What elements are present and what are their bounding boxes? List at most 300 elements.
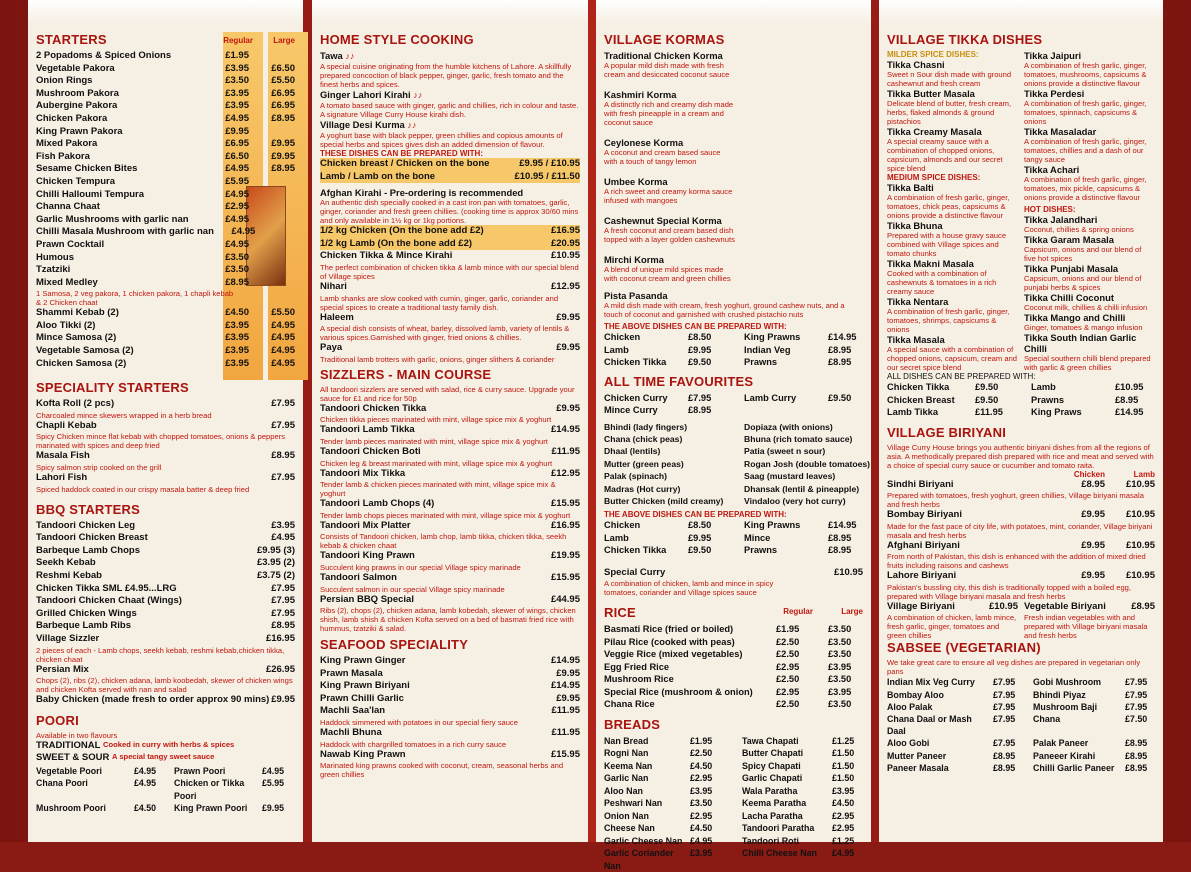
- item-price: £9.50: [975, 382, 999, 392]
- item-name: Spicy Chapati: [742, 760, 801, 771]
- item-price: £4.95: [271, 345, 295, 357]
- menu-item: [320, 424, 580, 437]
- bbq-list: [36, 520, 295, 646]
- item-name: King Prawns: [744, 520, 801, 531]
- item-description: A special creamy sauce with a combination of chopped onions, capsicum, almonds and our secret spice blend: [887, 137, 1003, 173]
- item-name: Prawns: [744, 357, 778, 367]
- item-name: Palak Paneer: [1033, 738, 1089, 749]
- item-description: A combination of fresh garlic, ginger, tomatoes, mix pickle, capsicums & onions provide a distinctive flavour: [1024, 175, 1147, 202]
- item-description: Ginger, tomatoes & mango infusion: [1024, 323, 1143, 332]
- item-price: £4.95: [832, 848, 855, 859]
- special-curry-description: A combination of chicken, lamb and mince in spicy tomatoes, coriander and Village spices sauce: [604, 579, 774, 598]
- item-price: £7.95: [1125, 701, 1148, 712]
- item-name: Chana Poori: [36, 778, 88, 789]
- item-name: Grilled Chicken Wings: [36, 607, 137, 619]
- item-name: Lacha Paratha: [742, 810, 803, 821]
- item-description: Coconut, chillies & spring onions: [1024, 225, 1134, 234]
- favourites-prices: [604, 392, 863, 417]
- curry-style: Bhuna (rich tomato sauce): [744, 433, 853, 444]
- item-price: £2.50: [776, 674, 800, 685]
- item-name: Indian Mix Veg Curry: [887, 677, 975, 688]
- item-price: £9.50: [688, 545, 712, 556]
- item-name: Chilli Garlic Paneer: [1033, 762, 1115, 773]
- item-price: £5.50: [271, 307, 295, 319]
- item-price: £3.95: [832, 785, 855, 796]
- tikka-left-list: [887, 59, 1018, 372]
- item-name: Nawab King Prawn: [320, 748, 406, 760]
- favourites-style-prices: [604, 519, 863, 557]
- curry-style: Madras (Hot curry): [604, 483, 681, 494]
- item-price: £3.95: [690, 785, 713, 796]
- item-description: A combination of fresh garlic, ginger, tomatoes, shrimps, capsicums & onions: [887, 307, 1010, 334]
- item-name: Prawn Cocktail: [36, 238, 105, 250]
- item-price: [249, 277, 295, 290]
- item-name: Aubergine Pakora: [36, 100, 118, 112]
- menu-item: [36, 138, 295, 151]
- item-name: Fish Pakora: [36, 150, 90, 162]
- item-description: Marinated king prawns cooked with coconut, cream, seasonal herbs and green chillies: [320, 761, 564, 780]
- item-name: Tikka Chilli Coconut: [1024, 292, 1114, 303]
- starters-title: STARTERS: [36, 32, 107, 47]
- half-kg-prices: [320, 225, 580, 250]
- chicken-header: Chicken: [1073, 469, 1105, 479]
- item-description: Ribs (2), chops (2), chicken adana, lamb kobedah, skewer of wings, chicken shish, lamb shish & chicken Kofta served on a bed of basmati fried rice with hummus, tzatziki & salad.: [320, 606, 576, 634]
- item-price: £8.95: [688, 405, 712, 415]
- item-price: £15.95: [550, 748, 580, 760]
- item-price: £8.95: [828, 357, 852, 367]
- item-name: Peshwari Nan: [604, 798, 663, 809]
- item-name: Machli Bhuna: [320, 727, 382, 739]
- item-description: The perfect combination of chicken tikka & lamb mince with our special blend of Village spices: [320, 262, 579, 281]
- item-description: Prepared with tomatoes, fresh yoghurt, green chillies, Village biriyani masala and fresh herbs: [887, 491, 1144, 510]
- item-description: Tender lamb pieces marinated with mint, village spice mix & yoghurt: [320, 436, 548, 446]
- item-name: Cashewnut Special Korma: [604, 215, 722, 226]
- menu-item: [320, 281, 580, 294]
- item-name: 1/2 kg Chicken (On the bone add £2): [320, 225, 484, 237]
- item-name: Tikka Masala: [887, 334, 945, 345]
- item-price: £1.95: [690, 735, 713, 746]
- item-name: Chicken Tempura: [36, 175, 116, 187]
- item-description: Succulent salmon in our special Village spicy marinade: [320, 584, 505, 594]
- item-price: £10.95: [550, 250, 580, 262]
- menu-item: [320, 550, 580, 563]
- menu-item: [36, 126, 295, 139]
- item-price: £3.50: [225, 264, 249, 276]
- item-description: Tender lamb & chicken pieces marinated with mint, village spice mix & yoghurt: [320, 480, 556, 499]
- menu-item: [36, 420, 295, 433]
- menu-item: [320, 655, 580, 668]
- korma-prices: [604, 331, 863, 369]
- item-price: £6.50: [225, 150, 249, 162]
- item-name: Chicken Curry: [604, 392, 668, 403]
- item-description: Capsicum, onions and our blend of punjabi herbs & spices: [1024, 274, 1142, 292]
- item-name: Chana Rice: [604, 699, 655, 710]
- item-name: King Prawn Ginger: [320, 655, 406, 667]
- item-description: Sweet n Sour dish made with ground cashewnut and fresh cream: [887, 70, 1012, 88]
- menu-item: [36, 472, 295, 485]
- item-price: £7.95: [993, 738, 1016, 749]
- menu-item: [36, 608, 295, 621]
- curry-style: Chana (chick peas): [604, 433, 683, 444]
- menu-item: [320, 498, 580, 511]
- menu-item: [36, 100, 295, 113]
- seafood-list-2: [320, 705, 580, 779]
- item-name: King Prawn Biriyani: [320, 680, 410, 692]
- tikka-prepared-label: ALL DISHES CAN BE PREPARED WITH:: [887, 372, 1036, 381]
- item-name: Mushroom Rice: [604, 674, 674, 685]
- starters-list-2: [36, 307, 295, 370]
- item-price: [828, 404, 878, 417]
- item-price: £6.95: [271, 87, 295, 99]
- vegetable-biriyani-price: £8.95: [1131, 600, 1155, 612]
- menu-item: [320, 312, 580, 325]
- item-price: £3.50: [828, 649, 852, 660]
- item-description: Succulent king prawns in our special Village spicy marinade: [320, 562, 521, 572]
- korma-item: [604, 89, 736, 127]
- item-price: £2.95: [690, 773, 713, 784]
- item-price: £3.95: [225, 332, 249, 344]
- poori-title: POORI: [36, 712, 79, 728]
- item-price: £8.95: [1125, 762, 1148, 773]
- item-price: £44.95: [550, 593, 580, 605]
- item-name: Prawn Chilli Garlic: [320, 692, 404, 704]
- kormas-title: VILLAGE KORMAS: [604, 32, 725, 47]
- item-name: Tikka South Indian Garlic Chilli: [1024, 332, 1137, 354]
- item-price: £4.95: [225, 112, 249, 124]
- item-price: £2.50: [776, 649, 800, 660]
- item-name: Indian Veg: [744, 344, 791, 355]
- item-price: £3.95: [225, 62, 249, 74]
- menu-item: [320, 225, 580, 238]
- afghan-kirahi-description: An authentic dish specially cooked in a cast iron pan with tomatoes, garlic, ginger, coriander and fresh green chillies. (cooking time is approx 30/60 mins and only available in 1½ kg or 1kg portions.: [320, 198, 579, 226]
- item-name: Bhindi Piyaz: [1033, 689, 1086, 700]
- menu-item: [36, 398, 295, 411]
- menu-item: [36, 264, 295, 277]
- curry-style: Vindaloo (very hot curry): [744, 495, 846, 506]
- breads-title: BREADS: [604, 716, 661, 732]
- item-price: £4.50: [832, 798, 855, 809]
- item-price: £8.95: [828, 532, 852, 543]
- item-name: Humous: [36, 251, 74, 263]
- tikka-prices: [887, 381, 1155, 419]
- item-price: £10.95: [1125, 509, 1155, 521]
- item-name: Tikka Butter Masala: [887, 88, 975, 99]
- panel-tikka: [879, 0, 1163, 842]
- item-description: Lamb shanks are slow cooked with cumin, ginger, garlic, coriander and special spices to create a traditional tasty family dish.: [320, 293, 559, 312]
- item-price: £1.50: [832, 760, 855, 771]
- item-name: Tikka Masaladar: [1024, 126, 1097, 137]
- item-name: Lamb: [604, 532, 629, 543]
- item-description: Consists of Tandoori chicken, lamb chop, lamb tikka, chicken tikka, seekh kebab & chicken chaat: [320, 532, 567, 551]
- menu-item: [320, 727, 580, 740]
- rice-regular-header: Regular: [783, 607, 813, 617]
- item-name: Basmati Rice (fried or boiled): [604, 624, 734, 635]
- menu-item: [36, 75, 295, 88]
- item-price: £4.95: [690, 835, 713, 846]
- item-price: £4.95: [231, 226, 256, 238]
- item-price: £3.50: [690, 798, 713, 809]
- item-name: Lamb Tikka: [887, 407, 938, 417]
- item-price: £10.95 / £11.50: [514, 170, 580, 182]
- menu-item: [36, 50, 295, 63]
- tikka-hot-list: [1024, 214, 1155, 372]
- item-name: Lamb / Lamb on the bone: [320, 170, 436, 182]
- item-name: Vegetable Poori: [36, 765, 102, 776]
- item-name: Mirchi Korma: [604, 254, 664, 265]
- item-description: Tender lamb chops pieces marinated with mint, village spice mix & yoghurt: [320, 510, 571, 520]
- item-price: £9.95 (3): [256, 544, 295, 556]
- item-price: £7.95: [271, 419, 295, 431]
- item-price: £8.95: [271, 112, 295, 124]
- poori-traditional-desc: Cooked in curry with herbs & spices: [103, 739, 235, 749]
- item-price: £15.95: [550, 498, 580, 510]
- item-name: Lamb Curry: [744, 392, 797, 403]
- item-description: A fresh coconut and cream based dish topped with a layer golden cashewnuts: [604, 226, 735, 244]
- item-price: £11.95: [551, 705, 580, 717]
- item-name: Aloo Tikki (2): [36, 319, 96, 331]
- sizzlers-list: [320, 403, 580, 633]
- item-price: £2.95: [225, 201, 249, 213]
- panel-starters: [28, 0, 303, 842]
- pista-pasanda-description: A mild dish made with cream, fresh yoghurt, ground cashew nuts, and a touch of coconut and garnished with crushed pistachio nuts: [604, 301, 845, 319]
- item-name: Chicken Pakora: [36, 112, 108, 124]
- curry-styles: [604, 421, 871, 508]
- item-name: Aloo Gobi: [887, 738, 930, 749]
- item-name: Vegetable Samosa (2): [36, 345, 134, 357]
- item-price: £8.95: [993, 762, 1016, 773]
- item-name: Mushroom Poori: [36, 803, 106, 814]
- item-name: Tikka Achari: [1024, 164, 1080, 175]
- menu-item: Persian Mix £26.95: [36, 663, 295, 675]
- item-price: £8.95: [993, 750, 1016, 761]
- item-price: £4.95: [271, 319, 295, 331]
- item-name: Tandoori Chicken Boti: [320, 445, 421, 457]
- medley-description: 1 Samosa, 2 veg pakora, 1 chicken pakora, 1 chapli kebab & 2 Chicken chaat: [36, 289, 234, 308]
- item-price: [249, 264, 295, 277]
- item-name: Chicken Tikka: [604, 357, 667, 367]
- menu-item: [320, 446, 580, 459]
- menu-item: [36, 252, 295, 265]
- item-price: £9.50: [828, 392, 852, 403]
- item-name: Chana: [1033, 714, 1061, 725]
- item-price: £4.95: [271, 357, 295, 369]
- item-price: £7.95: [271, 472, 295, 484]
- item-name: Tikka Chasni: [887, 59, 945, 70]
- item-description: Pakistan's bussling city, this dish is traditionally topped with a boiled egg, prepared with Village biriyani masala and fresh herbs: [887, 582, 1132, 601]
- menu-item: [36, 595, 295, 608]
- item-name: King Praws: [1031, 407, 1082, 417]
- item-name: Vegetable Pakora: [36, 62, 115, 74]
- item-price: £2.95: [776, 686, 800, 697]
- item-price: £3.75 (2): [256, 570, 295, 581]
- menu-item: [36, 307, 295, 320]
- item-name: Tandoori Chicken Breast: [36, 532, 148, 544]
- item-name: Sindhi Biriyani: [887, 478, 954, 490]
- menu-item: [36, 214, 295, 227]
- item-price: £10.95: [1115, 382, 1144, 392]
- item-name: Prawns: [744, 545, 778, 556]
- item-name: Chicken Tikka & Mince Kirahi: [320, 250, 453, 262]
- menu-item: [320, 403, 580, 416]
- item-name: Chicken Tikka: [604, 545, 667, 556]
- vegetable-biriyani-name: Vegetable Biriyani: [1024, 600, 1106, 612]
- item-description: Chicken tikka pieces marinated with mint, village spice mix & yoghurt: [320, 415, 552, 425]
- home-style-dishes: [320, 250, 580, 363]
- item-name: Chicken Samosa (2): [36, 357, 127, 369]
- lamb-header: Lamb: [1133, 469, 1155, 479]
- menu-item: [36, 189, 295, 202]
- item-name: Aloo Nan: [604, 785, 643, 796]
- item-description: Coconut milk, chillies & chilli infusion: [1024, 303, 1148, 312]
- menu-item: [320, 693, 580, 706]
- item-price: £4.95: [225, 163, 249, 175]
- menu-item: [320, 158, 580, 171]
- sizzler-description: 2 pieces of each - Lamb chops, seekh kebab, reshmi kebab,chicken tikka, chicken chaat: [36, 645, 285, 664]
- item-name: Nihari: [320, 280, 347, 292]
- prepared-with-prices: [320, 158, 580, 183]
- vegetable-biriyani-description: Fresh indian vegetables with and prepared with Village biriyani masala and fresh herbs: [1024, 613, 1148, 641]
- item-price: £3.95: [225, 357, 249, 369]
- item-name: Tikka Perdesi: [1024, 88, 1085, 99]
- item-name: Special Rice (mushroom & onion): [604, 686, 753, 697]
- menu-item: [36, 176, 295, 189]
- menu-item: [320, 749, 580, 762]
- regular-header: Regular: [223, 36, 253, 45]
- item-price: £9.95 / £10.95: [519, 158, 580, 169]
- item-price: [249, 50, 295, 63]
- item-description: A combination of fresh garlic, ginger, tomatoes, chick peas, capsicums & onions provide a distinctive flavour: [887, 193, 1010, 220]
- item-price: £3.50: [225, 75, 249, 87]
- item-price: [249, 126, 295, 139]
- poori-sweet: SWEET & SOUR: [36, 752, 110, 764]
- item-name: Kofta Roll (2 pcs): [36, 398, 115, 410]
- item-price: £7.95: [271, 398, 295, 410]
- item-price: £20.95: [550, 237, 580, 249]
- rice-large-header: Large: [841, 607, 863, 617]
- speciality-list: [36, 398, 295, 493]
- item-price: £7.95: [1125, 689, 1148, 700]
- desi-kurma-name: Village Desi Kurma: [320, 119, 405, 130]
- item-name: Seekh Kebab: [36, 557, 96, 569]
- item-name: Chicken: [604, 520, 641, 531]
- item-description: Special southern chilli blend prepared with garlic & green chillies: [1024, 354, 1151, 372]
- item-price: £9.95: [556, 692, 580, 704]
- item-price: £14.95: [1115, 407, 1144, 417]
- menu-item: Baby Chicken (made fresh to order approx 90 mins) £9.95: [36, 694, 295, 706]
- menu-item: [887, 509, 1155, 522]
- curry-style: Dopiaza (with onions): [744, 421, 833, 432]
- biriyani-intro: Village Curry House brings you authentic biriyani dishes from all the regions of asia. A methodically prepared dish prepared with rice and meat and served with a choice of special curry sauce or cucumber and tomato raita.: [887, 442, 1154, 470]
- item-name: Tikka Mango and Chilli: [1024, 312, 1126, 323]
- item-price: £3.50: [828, 624, 852, 635]
- item-price: £1.50: [832, 773, 855, 784]
- item-price: £6.95: [225, 138, 249, 150]
- item-price: £16.95: [550, 225, 580, 237]
- item-name: Keema Paratha: [742, 798, 807, 809]
- item-price: £4.95: [134, 765, 157, 776]
- menu-item: Special Curry £10.95: [604, 566, 863, 578]
- item-description: A combination of fresh garlic, ginger, tomatoes, spinnach, capsicums & onions: [1024, 99, 1147, 126]
- item-price: £9.50: [975, 394, 999, 405]
- item-price: £14.95: [550, 424, 580, 436]
- menu-item: [36, 570, 295, 583]
- item-description: Delicate blend of butter, fresh cream, herbs, flaked almonds & ground pistachios: [887, 99, 1012, 126]
- item-name: Chicken Tikka: [887, 382, 950, 392]
- favourites-prepared-label: THE ABOVE DISHES CAN BE PREPARED WITH:: [604, 510, 787, 520]
- seafood-title: SEAFOOD SPECIALITY: [320, 637, 469, 653]
- item-price: £4.95: [262, 765, 285, 776]
- korma-prepared-label: THE ABOVE DISHES CAN BE PREPARED WITH:: [604, 322, 787, 331]
- item-name: Wala Paratha: [742, 785, 798, 796]
- item-name: Lamb: [1031, 382, 1056, 392]
- item-price: £4.95: [271, 332, 295, 344]
- item-price: [255, 226, 295, 239]
- item-name: Masala Fish: [36, 450, 90, 462]
- item-price: £9.95: [1081, 570, 1105, 582]
- menu-item: [36, 545, 295, 558]
- item-name: 2 Popadoms & Spiced Onions: [36, 50, 172, 61]
- item-name: Gobi Mushroom: [1033, 677, 1102, 688]
- item-name: 1/2 kg Lamb (On the bone add £2): [320, 237, 473, 249]
- item-name: Chicken or Tikka Poori: [174, 778, 245, 801]
- menu-item: [320, 594, 580, 607]
- persian-mix-description: Chops (2), ribs (2), chicken adana, lamb koobedah, skewer of chicken wings and chicken Kofta served with nan and salad: [36, 676, 293, 695]
- item-name: Barbeque Lamb Chops: [36, 544, 140, 556]
- item-price: £9.95: [556, 311, 580, 323]
- item-price: £2.95: [832, 823, 855, 834]
- item-price: [249, 252, 295, 265]
- item-name: Chilli Cheese Nan: [742, 848, 817, 859]
- item-description: A combination of fresh garlic, ginger, tomatoes, mushrooms, capsicums & onions provide a distinctive flavour: [1024, 61, 1147, 88]
- item-price: £12.95: [550, 467, 580, 479]
- item-name: Rogni Nan: [604, 748, 649, 759]
- item-price: £7.95: [993, 689, 1016, 700]
- home-style-title: HOME STYLE COOKING: [320, 32, 474, 47]
- item-price: £4.50: [690, 760, 713, 771]
- item-name: Tandoori Roti: [742, 835, 800, 846]
- menu-item: [36, 277, 295, 290]
- item-name: Tikka Creamy Masala: [887, 126, 982, 137]
- menu-item: [887, 570, 1155, 583]
- ginger-lahori-description: A tomato based sauce with ginger, garlic and chillies, rich in colour and taste. A signature Village Curry House kirahi dish.: [320, 101, 579, 119]
- panel-home-style: HOME STYLE COOKING Tawa ♪♪ A special cuisine originating from the humble kitchens of Lahore. A skillfully prepared concoction of black pepper, ginger, garlic, fresh tomato and the finest herbs and spices. Ginger Lahori Kirahi ♪♪ A tomato based sauce with ginger, garlic and chillies, rich in colour and taste. A signature Village Curry House kirahi dish. Village Desi Kurma ♪♪ A yoghurt base with black pepper, green chillies and copious amounts of special herbs and spices gives dish an added dimension of flavour. THESE DISHES CAN BE PREPARED WITH: Chicken breast / Chicken on the bone £9.95 / £10.95 Lamb / Lamb on the bone £10.95 / £11.50 Afghan Kirahi - Pre-ordering is recommended An authentic dish specially cooked in a cast iron pan with tomatoes, garlic, ginger, coriander and fresh green chillies. (cooking time is approx 30/60 mins and only available in 1½ kg or 1kg portions. 1/2 kg Chicken (On the bone add £2) £16.95 1/2 kg Lamb (On the bone add £2) £20.95 Chicken Tikka & Mince Kirahi £10.95 The perfect combination of chicken tikka & lamb mince with our special blend of Village spices Nihari £12.95 Lamb shanks are slow cooked with cumin, ginger, garlic, coriander and special spices to create a traditional tasty family dish. Haleem £9.95 A special dish consists of wheat, barley, dissolved lamb, variety of lentils & various spices.Garnished with ginger, fried onions & chillies. Paya £9.95 Traditional lamb trotters with garlic, onions, ginger slithers & coriander SIZZLERS - MAIN COURSE All tandoori sizzlers are served with salad, rice & curry sauce. Upgrade your sauce for £1 and rice for 50p Tandoori Chicken Tikka £9.95 Chicken tikka pieces marinated with mint, village spice mix & yoghurt Tandoori Lamb Tikka £14.95 Tender lamb pieces marinated with mint, village spice mix & yoghurt Tandoori Chicken Boti £11.95 Chicken leg & breast marinated with mint, village spice mix & yoghurt Tandoori Mix Tikka £12.95 Tender lamb & chicken pieces marinated with mint, village spice mix & yoghurt Tandoori Lamb Chops (4) £15.95 Tender lamb chops pieces marinated with mint, village spice mix & yoghurt Tandoori Mix Platter £16.95 Consists of Tandoori chicken, lamb chop, lamb tikka, chicken tikka, seekh kebab & chicken chaat Tandoori King Prawn £19.95 Succulent king prawns in our special Village spicy marinade Tandoori Salmon £15.95 Succulent salmon in our special Village spicy marinade Persian BBQ Special £44.95 Ribs (2), chops (2), chicken adana, lamb kobedah, skewer of wings, chicken shish, lamb shish & chicken Kofta served on a bed of basmati fried rice with hummus, tzatziki & salad. SEAFOOD SPECIALITY King Prawn Ginger £14.95 Prawn Masala £9.95 King Prawn Biriyani £14.95 Prawn Chilli Garlic £9.95 Machli Saa'lan £11.95 Haddock simmered with potatoes in our special fiery sauce Machli Bhuna £11.95 Haddock with chargrilled tomatoes in a rich curry sauce Nawab King Prawn £15.95 Marinated king prawns cooked with coconut, cream, seasonal herbs and green chillies: [312, 0, 588, 842]
- item-description: A distinctly rich and creamy dish made with fresh pineapple in a cream and coconut sauce: [604, 100, 734, 127]
- item-price: £3.95: [690, 848, 713, 859]
- tikka-title: VILLAGE TIKKA DISHES: [887, 32, 1043, 47]
- curry-style: Dhansak (lentil & pineapple): [744, 483, 860, 494]
- village-biriyani-name: Village Biriyani: [887, 600, 955, 612]
- item-name: Prawns: [1031, 394, 1065, 405]
- item-price: [249, 201, 295, 214]
- item-name: Garlic Mushrooms with garlic nan: [36, 213, 189, 225]
- item-name: Tawa Chapati: [742, 735, 799, 746]
- item-name: Chicken Tikka SML £4.95...LRG: [36, 582, 177, 594]
- korma-item: [604, 176, 736, 205]
- starters-list: [36, 50, 295, 289]
- item-price: £9.95: [556, 402, 580, 414]
- item-description: From north of Pakistan, this dish is enhanced with the addition of mixed dried fruits including raisons and cashews: [887, 552, 1146, 571]
- menu-item: [887, 479, 1155, 492]
- item-name: Pilau Rice (cooked with peas): [604, 636, 735, 647]
- item-price: £7.50: [1125, 714, 1148, 725]
- item-name: Bombay Aloo: [887, 689, 944, 700]
- menu-item: [320, 171, 580, 184]
- item-name: Prawn Masala: [320, 667, 383, 679]
- item-name: Lamb: [604, 344, 629, 355]
- curry-style: Rogan Josh (double tomatoes): [744, 458, 871, 469]
- item-name: Tikka Bhuna: [887, 220, 943, 231]
- item-description: Spiced haddock coated in our crispy masala batter & deep fried: [36, 484, 250, 494]
